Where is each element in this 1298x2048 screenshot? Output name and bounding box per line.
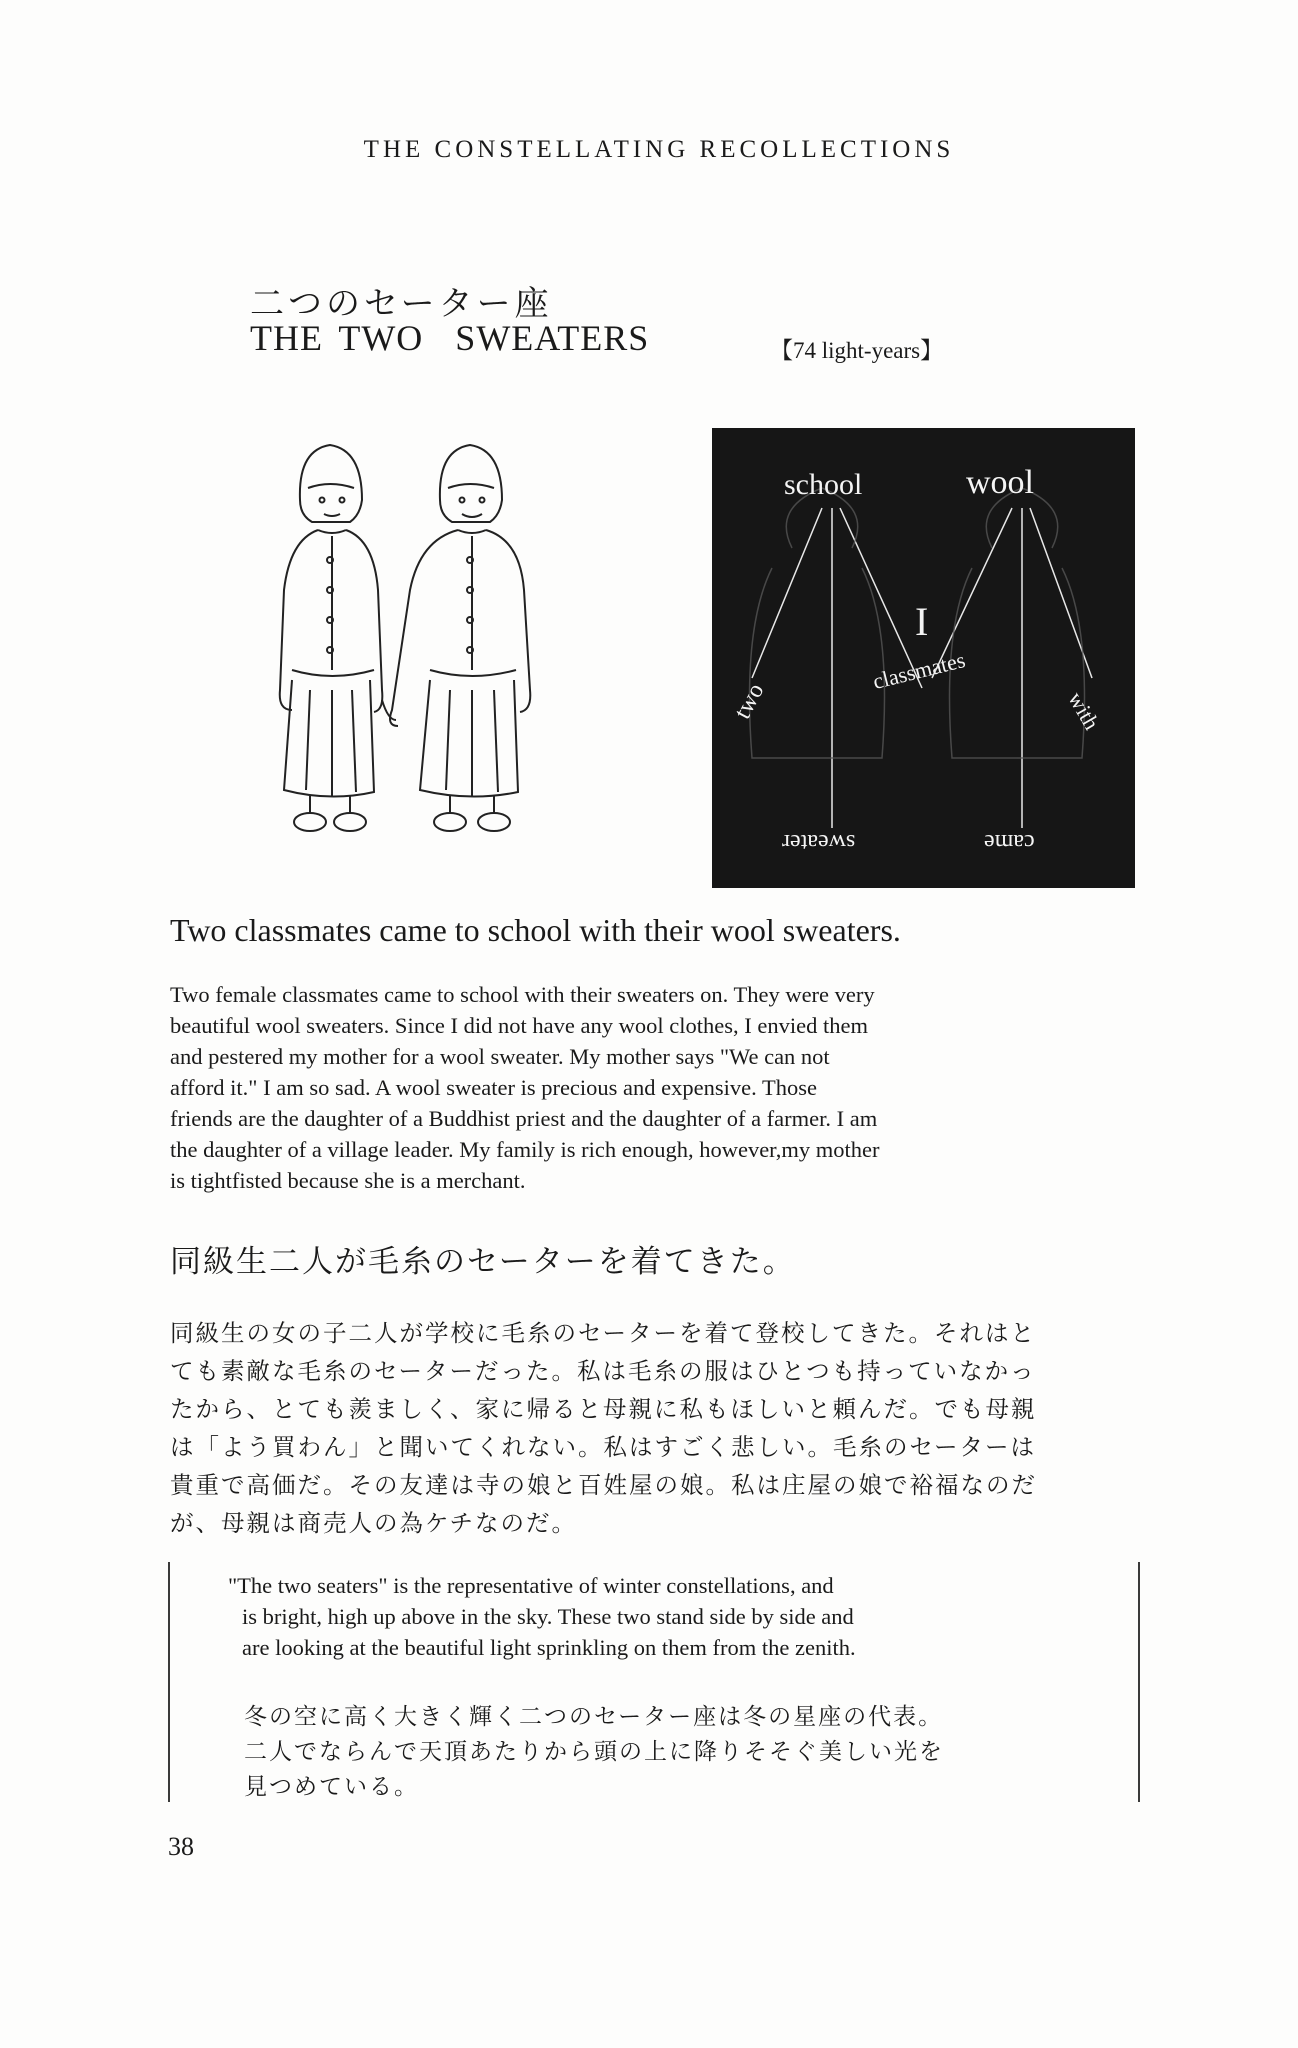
body-english-line: beautiful wool sweaters. Since I did not have any wool clothes, I envied them [170,1013,868,1038]
word-classmates: classmates [870,647,968,695]
word-came: came [984,829,1035,855]
note-box-left-rule [168,1562,170,1802]
body-english-line: and pestered my mother for a wool sweater. My mother says "We can not [170,1044,830,1069]
title-english: THE TWO SWEATERS [250,318,650,358]
note-japanese-line: 二人でならんで天頂あたりから頭の上に降りそそぐ美しい光を [244,1739,944,1765]
note-english [228,1570,1088,1663]
body-japanese-line: ても素敵な毛糸のセーターだった。私は毛糸の服はひとつも持っていなかっ [170,1357,1036,1385]
note-japanese [244,1700,1104,1805]
body-japanese-line: は「よう買わん」と聞いてくれない。私はすごく悲しい。毛糸のセーターは [170,1433,1037,1461]
note-english-line: "The two seaters" is the representative of winter constellations, and [228,1573,834,1598]
word-two: two [729,679,770,724]
body-japanese [170,1314,1130,1542]
note-english-line: is bright, high up above in the sky. These two stand side by side and [242,1604,854,1629]
heading-japanese: 同級生二人が毛糸のセーターを着てきた。 [170,1244,796,1280]
running-head: THE CONSTELLATING RECOLLECTIONS [363,136,955,163]
body-english-line: is tightfisted because she is a merchant. [170,1168,526,1193]
body-japanese-line: 同級生の女の子二人が学校に毛糸のセーターを着て登校してきた。それはと [170,1319,1037,1347]
body-english-line: friends are the daughter of a Buddhist priest and the daughter of a farmer. I am [170,1106,878,1131]
title-japanese: 二つのセーター座 [250,284,553,324]
word-school: school [784,468,863,501]
page-number: 38 [168,1832,194,1861]
body-english-line: Two female classmates came to school with their sweaters on. They were very [170,982,875,1007]
two-girls-drawing [270,430,560,870]
distance-label: 【74 light-years】 [770,338,944,363]
body-japanese-line: が、母親は商売人の為ケチなのだ。 [170,1509,578,1537]
note-english-line: are looking at the beautiful light sprinkling on them from the zenith. [242,1635,856,1660]
body-english [170,979,1125,1196]
heading-english: Two classmates came to school with their wool sweaters. [170,912,901,948]
note-box-right-rule [1138,1562,1140,1802]
body-japanese-line: たから、とても羨ましく、家に帰ると母親に私もほしいと頼んだ。でも母親 [170,1395,1037,1423]
body-english-line: afford it." I am so sad. A wool sweater is precious and expensive. Those [170,1075,817,1100]
note-japanese-line: 冬の空に高く大きく輝く二つのセーター座は冬の星座の代表。 [244,1704,944,1730]
word-sweater: sweater [782,829,856,855]
body-english-line: the daughter of a village leader. My family is rich enough, however,my mother [170,1137,880,1162]
word-wool: wool [966,464,1034,501]
word-with: with [1063,687,1105,734]
word-i: I [915,599,929,644]
constellation-figure [712,428,1135,888]
body-japanese-line: 貴重で高価だ。その友達は寺の娘と百姓屋の娘。私は庄屋の娘で裕福なのだ [170,1471,1037,1499]
note-japanese-line: 見つめている。 [244,1774,419,1800]
